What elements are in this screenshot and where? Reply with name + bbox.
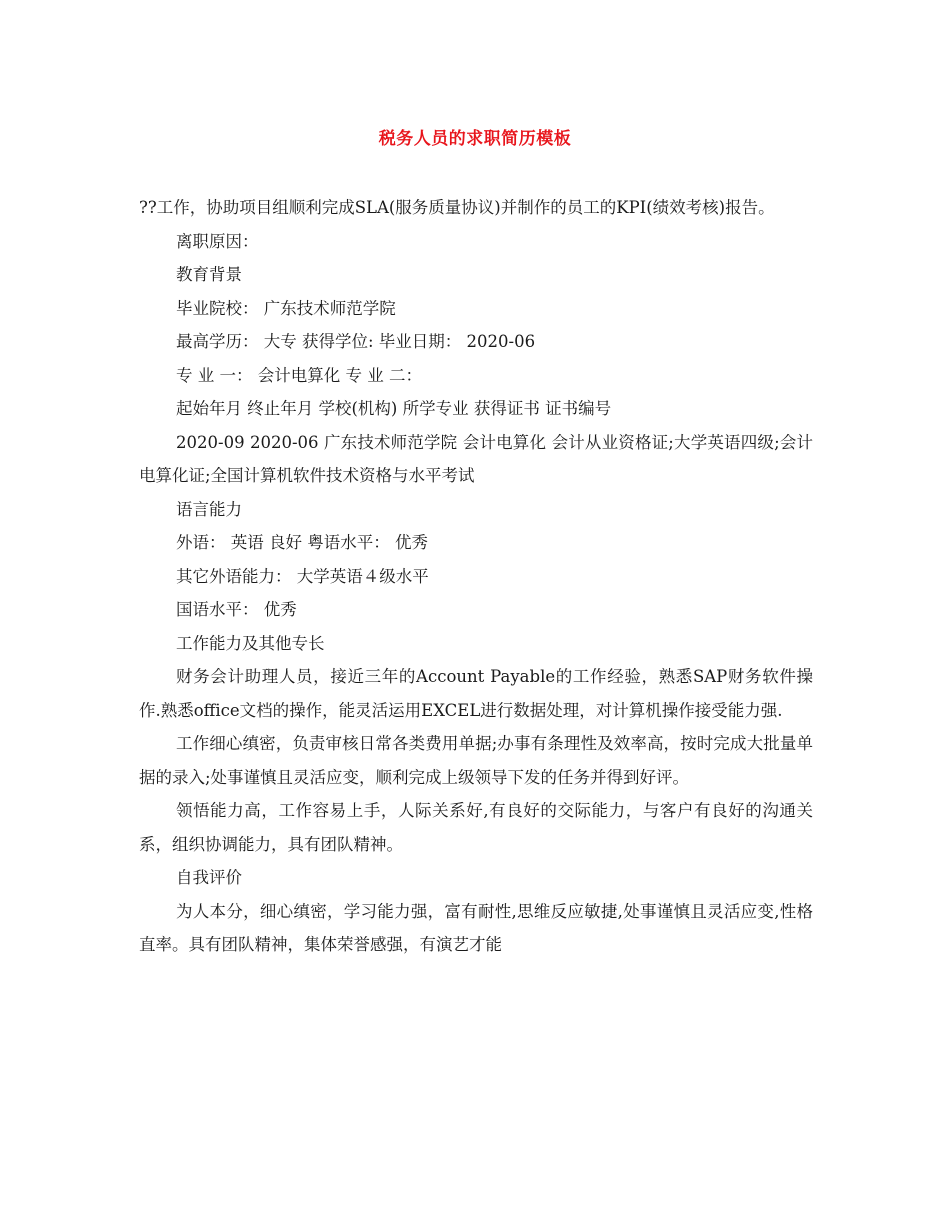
- paragraph-education-record: 2020-09 2020-06 广东技术师范学院 会计电算化 会计从业资格证;大学英语四级;会计电算化证;全国计算机软件技术资格与水平考试: [139, 432, 813, 485]
- paragraph-skills-3: 领悟能力高，工作容易上手，人际关系好,有良好的交际能力，与客户有良好的沟通关系，组织协调能力，具有团队精神。: [139, 801, 813, 854]
- section-heading-skills: 工作能力及其他专长: [176, 633, 325, 653]
- paragraph-self-evaluation: 为人本分，细心缜密，学习能力强，富有耐性,思维反应敏捷,处事谨慎且灵活应变,性格直率。具有团队精神，集体荣誉感强，有演艺才能: [139, 901, 813, 954]
- paragraph-mandarin: 国语水平： 优秀: [176, 600, 297, 619]
- paragraph-degree: 最高学历： 大专 获得学位: 毕业日期： 2020-06: [176, 332, 536, 351]
- paragraph-school: 毕业院校： 广东技术师范学院: [176, 298, 396, 318]
- section-heading-language: 语言能力: [176, 499, 242, 519]
- paragraph-work-continuation: ??工作，协助项目组顺利完成SLA(服务质量协议)并制作的员工的KPI(绩效考核)报告。: [139, 198, 775, 217]
- paragraph-skills-1: 财务会计助理人员，接近三年的Account Payable的工作经验，熟悉SAP财务软件操作.熟悉office文档的操作，能灵活运用EXCEL进行数据处理，对计算机操作接受能力强.: [139, 667, 813, 720]
- document-title: 税务人员的求职简历模板: [378, 129, 572, 149]
- paragraph-leave-reason: 离职原因：: [176, 231, 259, 251]
- paragraph-major: 专 业 一： 会计电算化 专 业 二：: [176, 365, 422, 385]
- section-heading-self-evaluation: 自我评价: [176, 868, 242, 887]
- paragraph-skills-2: 工作细心缜密，负责审核日常各类费用单据;办事有条理性及效率高，按时完成大批量单据的录入;处事谨慎且灵活应变，顺利完成上级领导下发的任务并得到好评。: [139, 734, 813, 787]
- paragraph-other-language: 其它外语能力： 大学英语４级水平: [176, 566, 429, 586]
- document-body: [139, 191, 813, 962]
- paragraph-education-columns: 起始年月 终止年月 学校(机构) 所学专业 获得证书 证书编号: [176, 399, 612, 418]
- paragraph-foreign-language: 外语： 英语 良好 粤语水平： 优秀: [176, 533, 428, 552]
- section-heading-education: 教育背景: [176, 265, 242, 284]
